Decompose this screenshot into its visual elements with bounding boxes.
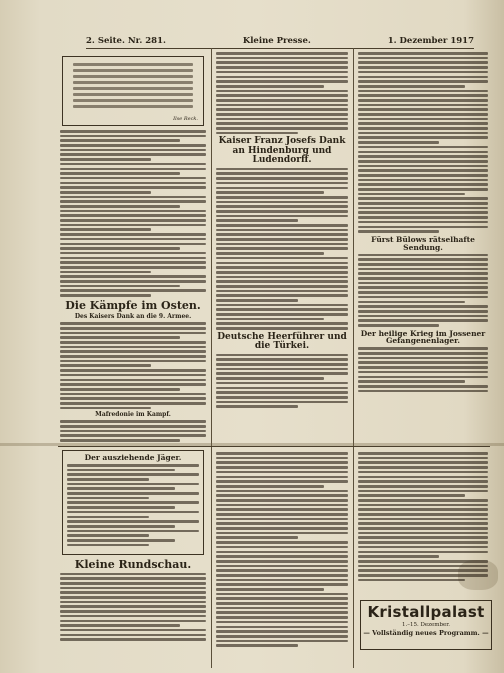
- column-rule: [353, 48, 354, 668]
- headline-eastern-front: Die Kämpfe im Osten.: [65, 298, 201, 312]
- ad-title: Kristallpalast: [367, 603, 485, 621]
- column-middle: [214, 50, 350, 445]
- chronicle-list: [60, 130, 206, 297]
- column-rule: [211, 48, 212, 668]
- headline-franz-josef: Kaiser Franz Josefs Dank an Hindenburg und Ludendorff.: [218, 136, 346, 166]
- lower-right: [356, 450, 490, 596]
- lower-middle: [214, 450, 350, 670]
- issue-date: 1. Dezember 1917: [387, 36, 474, 46]
- subhead-mafredonie: Mafredonie im Kampf.: [95, 411, 171, 419]
- section-divider: [58, 446, 490, 447]
- poem-box: [62, 56, 204, 126]
- page-header: [86, 36, 474, 49]
- poem-jaeger-box: [62, 450, 204, 555]
- page-number: 2. Seite. Nr. 281.: [86, 36, 166, 46]
- headline-rundschau: Kleine Rundschau.: [74, 558, 192, 571]
- poem-signature: Ilse Reck.: [173, 116, 198, 122]
- ad-dates: 1.–15. Dezember.: [401, 622, 451, 628]
- column-right: [356, 50, 490, 445]
- column-left: [58, 50, 208, 445]
- ad-program: — Vollständig neues Programm. —: [363, 629, 489, 637]
- poem-jaeger-title: Der ausziehende Jäger.: [84, 453, 182, 462]
- headline-heiliger-krieg: Der heilige Krieg im Jossener Gefangenenlager.: [360, 328, 486, 346]
- lower-left: [58, 450, 208, 670]
- headline-buelow: Fürst Bülows rätselhafte Sendung.: [371, 234, 475, 252]
- newspaper-title: Kleine Presse.: [242, 36, 311, 46]
- kristallpalast-ad: [360, 600, 492, 650]
- headline-heerfuehrer: Deutsche Heerführer und die Türkei.: [217, 331, 347, 352]
- subhead-kaiser-thanks: Des Kaisers Dank an die 9. Armee.: [74, 313, 192, 321]
